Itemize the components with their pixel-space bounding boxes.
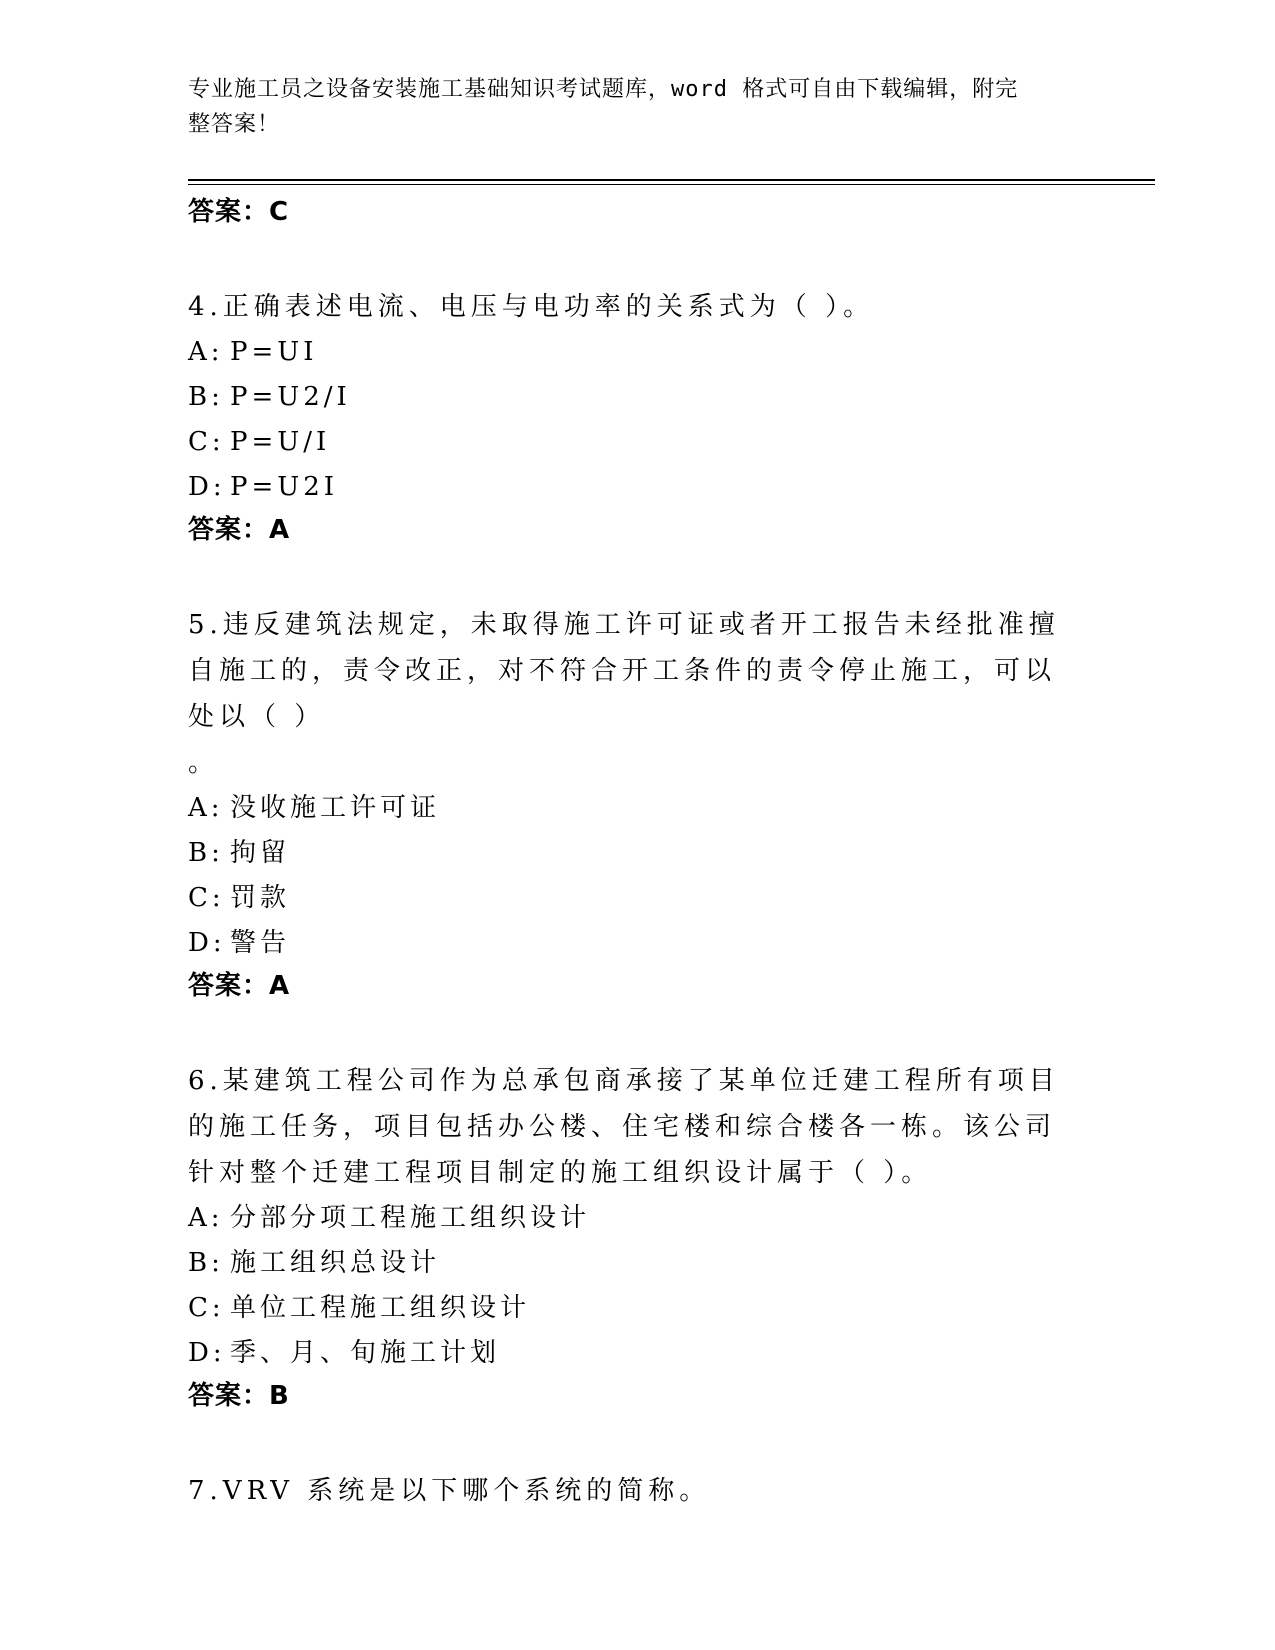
option-letter: D: [188, 928, 226, 958]
option-letter: D: [188, 472, 226, 502]
option-letter: C: [188, 427, 225, 457]
option-text: 没收施工许可证 [230, 793, 441, 823]
question-stem: 7.VRV 系统是以下哪个系统的简称。 [188, 1476, 711, 1506]
option-b [188, 831, 1068, 876]
option-text: 警告 [230, 928, 291, 958]
option-letter: B: [188, 1248, 224, 1278]
option-letter: A: [188, 1203, 224, 1233]
option-a [188, 1196, 1068, 1241]
question-7 [188, 1468, 1068, 1514]
question-stem: 5.违反建筑法规定，未取得施工许可证或者开工报告未经批准擅自施工的，责令改正，对不符合开工条件的责令停止施工，可以处以（ ） [188, 610, 1060, 732]
header-line-1: 专业施工员之设备安装施工基础知识考试题库，word 格式可自由下载编辑，附完 [188, 77, 1019, 102]
question-5 [188, 602, 1068, 1006]
option-letter: C: [188, 1293, 225, 1323]
option-text: P=U2I [230, 472, 339, 502]
option-a [188, 786, 1068, 831]
question-4 [188, 284, 1068, 550]
answer-previous: 答案：C [188, 197, 290, 227]
document-header [188, 72, 1068, 142]
option-c [188, 876, 1068, 921]
option-c [188, 420, 1068, 465]
option-text: P=U/I [230, 427, 331, 457]
question-stem: 4.正确表述电流、电压与电功率的关系式为（ ）。 [188, 292, 875, 322]
option-b [188, 375, 1068, 420]
question-6 [188, 1058, 1068, 1416]
option-letter: A: [188, 793, 224, 823]
header-line-2: 整答案！ [188, 112, 281, 137]
option-letter: D: [188, 1338, 226, 1368]
option-text: 分部分项工程施工组织设计 [230, 1203, 591, 1233]
option-text: 施工组织总设计 [230, 1248, 441, 1278]
header-rule-thin [188, 184, 1155, 185]
option-text: P=UI [230, 337, 318, 367]
option-letter: C: [188, 883, 225, 913]
option-letter: B: [188, 382, 224, 412]
option-text: 单位工程施工组织设计 [230, 1293, 531, 1323]
option-d [188, 1331, 1068, 1376]
option-b [188, 1241, 1068, 1286]
option-d [188, 921, 1068, 966]
question-stem: 6.某建筑工程公司作为总承包商承接了某单位迁建工程所有项目的施工任务，项目包括办公楼、住宅楼和综合楼各一栋。该公司针对整个迁建工程项目制定的施工组织设计属于（ ）。 [188, 1066, 1060, 1188]
option-letter: A: [188, 337, 224, 367]
question-list [188, 192, 1068, 1514]
spacer [188, 232, 1068, 284]
option-text: 罚款 [230, 883, 291, 913]
option-text: 季、月、旬施工计划 [230, 1338, 501, 1368]
spacer [188, 1416, 1068, 1468]
option-text: P=U2/I [230, 382, 351, 412]
header-rule-thick [188, 179, 1155, 181]
answer: 答案：A [188, 515, 291, 545]
option-letter: B: [188, 838, 224, 868]
spacer [188, 1006, 1068, 1058]
question-stem-tail: 。 [188, 748, 220, 778]
option-a [188, 330, 1068, 375]
option-d [188, 465, 1068, 510]
option-c [188, 1286, 1068, 1331]
spacer [188, 550, 1068, 602]
answer: 答案：B [188, 1381, 290, 1411]
option-text: 拘留 [230, 838, 291, 868]
answer: 答案：A [188, 971, 291, 1001]
